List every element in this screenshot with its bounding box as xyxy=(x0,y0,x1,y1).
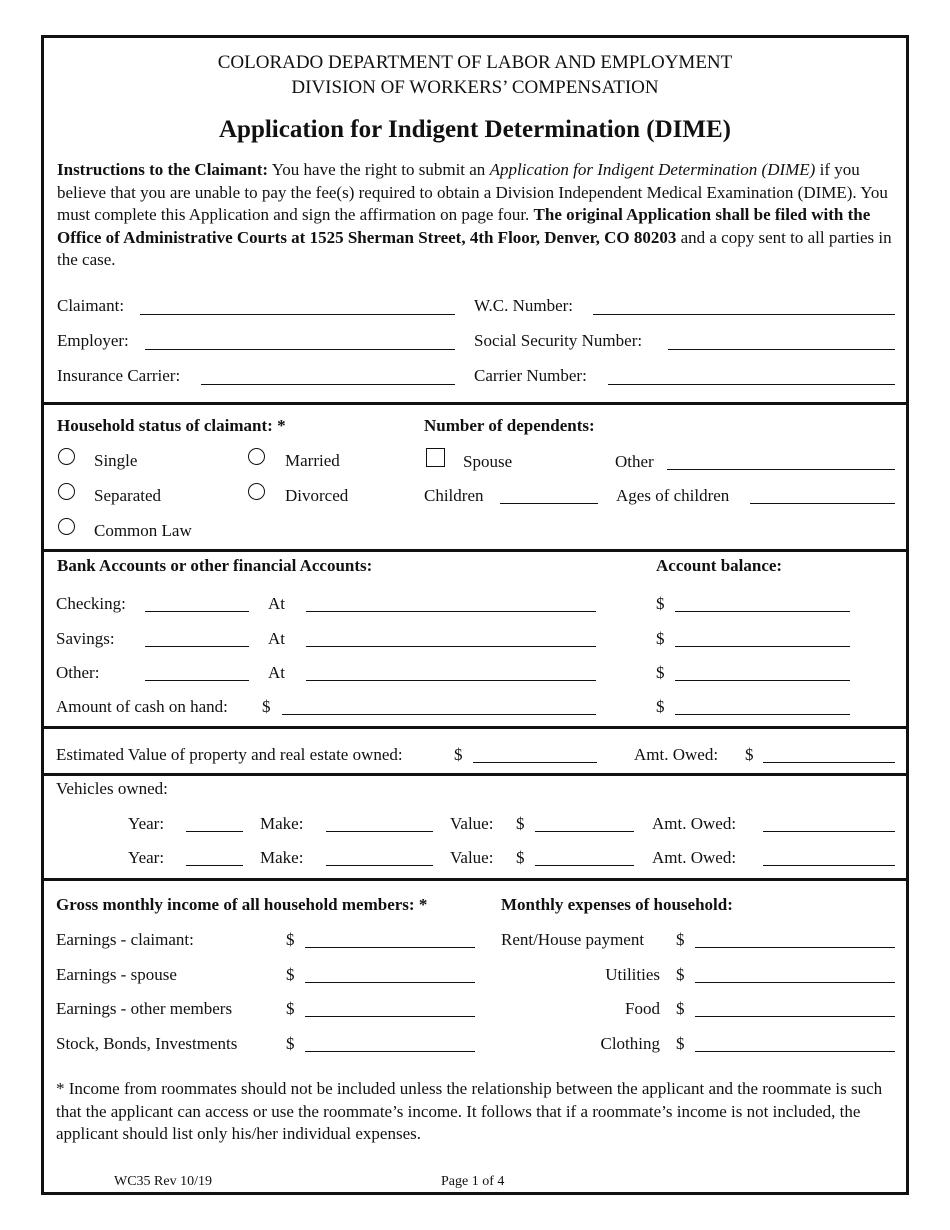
carrier-number-field[interactable] xyxy=(608,384,895,385)
vehicle-1-make-label: Make: xyxy=(260,814,304,833)
spouse-checkbox[interactable] xyxy=(426,448,445,467)
employer-field[interactable] xyxy=(145,349,455,350)
rent-label: Rent/House payment xyxy=(501,930,645,949)
income-heading: Gross monthly income of all household members: * xyxy=(56,895,428,914)
expenses-heading: Monthly expenses of household: xyxy=(501,895,733,914)
section-divider xyxy=(44,726,906,729)
carrier-number-label: Carrier Number: xyxy=(474,366,587,385)
cash-field[interactable] xyxy=(282,714,596,715)
property-owed-label: Amt. Owed: xyxy=(634,745,719,764)
children-field[interactable] xyxy=(500,503,598,504)
vehicle-2-value-label: Value: xyxy=(450,848,494,867)
savings-at-label: At xyxy=(268,629,285,648)
food-dollar: $ xyxy=(676,999,685,1018)
earnings-claimant-label: Earnings - claimant: xyxy=(56,930,194,949)
vehicles-label: Vehicles owned: xyxy=(56,779,168,798)
checking-at-label: At xyxy=(268,594,285,613)
food-field[interactable] xyxy=(695,1016,895,1017)
spouse-label: Spouse xyxy=(463,452,513,471)
other-dependents-label: Other xyxy=(615,452,654,471)
common-law-radio[interactable] xyxy=(58,518,75,535)
vehicle-2-make-field[interactable] xyxy=(326,865,433,866)
children-label: Children xyxy=(424,486,484,505)
vehicle-1-make-field[interactable] xyxy=(326,831,433,832)
savings-balance-field[interactable] xyxy=(675,646,850,647)
section-divider xyxy=(44,402,906,405)
other-dollar: $ xyxy=(656,663,665,682)
earnings-other-label: Earnings - other members xyxy=(56,999,233,1018)
department-name: COLORADO DEPARTMENT OF LABOR AND EMPLOYMENT xyxy=(217,52,733,73)
wc-number-field[interactable] xyxy=(593,314,895,315)
married-radio[interactable] xyxy=(248,448,265,465)
earnings-other-dollar: $ xyxy=(286,999,295,1018)
vehicle-2-dollar: $ xyxy=(516,848,525,867)
ssn-field[interactable] xyxy=(668,349,895,350)
utilities-field[interactable] xyxy=(695,982,895,983)
instructions-bold: The original Application shall be filed with the Office of Administrative Courts at 1525 Sherman Street, 4th Floor, Denver, CO 80203 xyxy=(57,205,871,247)
vehicle-2-owed-label: Amt. Owed: xyxy=(652,848,737,867)
earnings-claimant-field[interactable] xyxy=(305,947,475,948)
separated-radio[interactable] xyxy=(58,483,75,500)
savings-at-field[interactable] xyxy=(306,646,596,647)
household-heading: Household status of claimant: * xyxy=(57,416,286,435)
clothing-dollar: $ xyxy=(676,1034,685,1053)
checking-field[interactable] xyxy=(145,611,249,612)
vehicle-2-owed-field[interactable] xyxy=(763,865,895,866)
ages-label: Ages of children xyxy=(616,486,730,505)
divorced-radio[interactable] xyxy=(248,483,265,500)
vehicle-2-value-field[interactable] xyxy=(535,865,634,866)
utilities-dollar: $ xyxy=(676,965,685,984)
vehicle-2-year-label: Year: xyxy=(128,848,165,867)
claimant-label: Claimant: xyxy=(57,296,125,315)
cash-label: Amount of cash on hand: xyxy=(56,697,228,716)
earnings-spouse-dollar: $ xyxy=(286,965,295,984)
cash-dollar: $ xyxy=(262,697,271,716)
property-owed-field[interactable] xyxy=(763,762,895,763)
instructions-text-2: if you believe that you are unable to pay the fee(s) required to obtain a Division Independent Medical Examination (DIME). You must complete this Application and sign the affirmation on page four. xyxy=(57,160,888,224)
vehicle-1-owed-label: Amt. Owed: xyxy=(652,814,737,833)
instructions-lead: Instructions to the Claimant: xyxy=(57,160,269,179)
checking-dollar: $ xyxy=(656,594,665,613)
wc-number-label: W.C. Number: xyxy=(474,296,574,315)
instructions-text-1: You have the right to submit an xyxy=(268,160,490,179)
claimant-field[interactable] xyxy=(140,314,455,315)
clothing-field[interactable] xyxy=(695,1051,895,1052)
vehicle-2-make-label: Make: xyxy=(260,848,304,867)
rent-dollar: $ xyxy=(676,930,685,949)
section-divider xyxy=(44,549,906,552)
bank-heading: Bank Accounts or other financial Accounts: xyxy=(57,556,373,575)
rent-field[interactable] xyxy=(695,947,895,948)
roommate-note: * Income from roommates should not be included unless the relationship between the applicant and the roommate is such that the applicant can access or use the roommate’s income. It follows that if a roommate’s income is not included, the applicant should list only his/her individual expenses. xyxy=(56,1079,883,1143)
checking-balance-field[interactable] xyxy=(675,611,850,612)
form-number: WC35 Rev 10/19 xyxy=(114,1174,212,1189)
division-name: DIVISION OF WORKERS’ COMPENSATION xyxy=(291,77,659,98)
other-account-field[interactable] xyxy=(145,680,249,681)
savings-label: Savings: xyxy=(56,629,115,648)
earnings-other-field[interactable] xyxy=(305,1016,475,1017)
other-at-label: At xyxy=(268,663,285,682)
common-law-label: Common Law xyxy=(94,521,192,540)
ages-field[interactable] xyxy=(750,503,895,504)
single-radio[interactable] xyxy=(58,448,75,465)
earnings-spouse-label: Earnings - spouse xyxy=(56,965,177,984)
form-title: Application for Indigent Determination (DIME) xyxy=(218,116,732,143)
stock-label: Stock, Bonds, Investments xyxy=(56,1034,238,1053)
utilities-label: Utilities xyxy=(605,965,660,984)
dependents-heading: Number of dependents: xyxy=(424,416,595,435)
section-divider xyxy=(44,773,906,776)
savings-dollar: $ xyxy=(656,629,665,648)
section-divider xyxy=(44,878,906,881)
checking-label: Checking: xyxy=(56,594,126,613)
property-value-field[interactable] xyxy=(473,762,597,763)
checking-at-field[interactable] xyxy=(306,611,596,612)
instructions-text-3: and a copy sent to all parties in the case. xyxy=(57,227,892,269)
insurance-carrier-label: Insurance Carrier: xyxy=(57,366,181,385)
vehicle-1-value-label: Value: xyxy=(450,814,494,833)
earnings-claimant-dollar: $ xyxy=(286,930,295,949)
cash-balance-field[interactable] xyxy=(675,714,850,715)
other-balance-field[interactable] xyxy=(675,680,850,681)
stock-dollar: $ xyxy=(286,1034,295,1053)
vehicle-1-year-field[interactable] xyxy=(186,831,243,832)
vehicle-2-year-field[interactable] xyxy=(186,865,243,866)
food-label: Food xyxy=(625,999,660,1018)
divorced-label: Divorced xyxy=(285,486,349,505)
other-account-label: Other: xyxy=(56,663,100,682)
vehicle-1-value-field[interactable] xyxy=(535,831,634,832)
property-dollar: $ xyxy=(454,745,463,764)
other-at-field[interactable] xyxy=(306,680,596,681)
stock-field[interactable] xyxy=(305,1051,475,1052)
property-owed-dollar: $ xyxy=(745,745,754,764)
single-label: Single xyxy=(94,451,138,470)
earnings-spouse-field[interactable] xyxy=(305,982,475,983)
employer-label: Employer: xyxy=(57,331,129,350)
vehicle-1-year-label: Year: xyxy=(128,814,165,833)
instructions xyxy=(57,159,897,272)
property-label: Estimated Value of property and real estate owned: xyxy=(56,745,403,764)
clothing-label: Clothing xyxy=(600,1034,660,1053)
married-label: Married xyxy=(285,451,340,470)
insurance-carrier-field[interactable] xyxy=(201,384,455,385)
ssn-label: Social Security Number: xyxy=(474,331,643,350)
vehicle-1-owed-field[interactable] xyxy=(763,831,895,832)
savings-field[interactable] xyxy=(145,646,249,647)
separated-label: Separated xyxy=(94,486,162,505)
vehicle-1-dollar: $ xyxy=(516,814,525,833)
instructions-italic: Application for Indigent Determination (DIME) xyxy=(489,160,816,179)
form-frame xyxy=(41,35,909,1195)
cash-balance-dollar: $ xyxy=(656,697,665,716)
balance-heading: Account balance: xyxy=(656,556,783,575)
page-number: Page 1 of 4 xyxy=(441,1174,505,1189)
other-dependents-field[interactable] xyxy=(667,469,895,470)
